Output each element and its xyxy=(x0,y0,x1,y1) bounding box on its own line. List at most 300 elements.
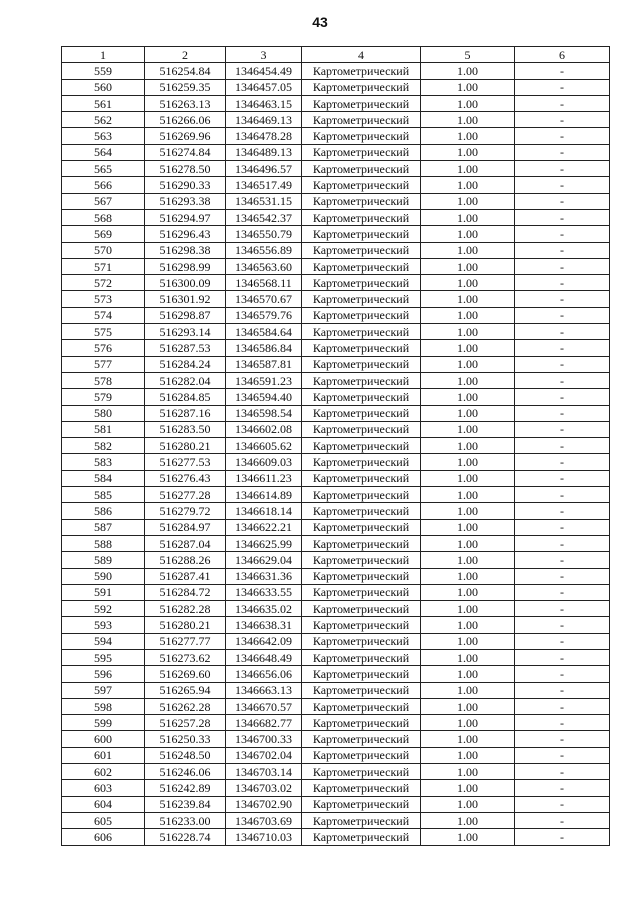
y-coordinate-cell: 1346700.33 xyxy=(226,731,302,747)
note-cell: - xyxy=(515,764,610,780)
y-coordinate-cell: 1346594.40 xyxy=(226,389,302,405)
point-number-cell: 566 xyxy=(62,177,145,193)
table-row xyxy=(62,95,610,111)
accuracy-cell: 1.00 xyxy=(421,764,515,780)
y-coordinate-cell: 1346602.08 xyxy=(226,421,302,437)
accuracy-cell: 1.00 xyxy=(421,372,515,388)
x-coordinate-cell: 516269.60 xyxy=(145,666,226,682)
x-coordinate-cell: 516298.38 xyxy=(145,242,226,258)
method-cell: Картометрический xyxy=(302,764,421,780)
table-row xyxy=(62,79,610,95)
table-row xyxy=(62,487,610,503)
note-cell: - xyxy=(515,209,610,225)
table-row xyxy=(62,128,610,144)
accuracy-cell: 1.00 xyxy=(421,617,515,633)
table-row xyxy=(62,470,610,486)
table-row xyxy=(62,389,610,405)
point-number-cell: 567 xyxy=(62,193,145,209)
point-number-cell: 571 xyxy=(62,258,145,274)
accuracy-cell: 1.00 xyxy=(421,307,515,323)
note-cell: - xyxy=(515,226,610,242)
table-row xyxy=(62,780,610,796)
accuracy-cell: 1.00 xyxy=(421,226,515,242)
accuracy-cell: 1.00 xyxy=(421,682,515,698)
x-coordinate-cell: 516274.84 xyxy=(145,144,226,160)
x-coordinate-cell: 516294.97 xyxy=(145,209,226,225)
method-cell: Картометрический xyxy=(302,307,421,323)
note-cell: - xyxy=(515,63,610,79)
x-coordinate-cell: 516298.87 xyxy=(145,307,226,323)
y-coordinate-cell: 1346469.13 xyxy=(226,112,302,128)
table-row xyxy=(62,503,610,519)
x-coordinate-cell: 516248.50 xyxy=(145,747,226,763)
method-cell: Картометрический xyxy=(302,601,421,617)
y-coordinate-cell: 1346542.37 xyxy=(226,209,302,225)
table-row xyxy=(62,764,610,780)
note-cell: - xyxy=(515,829,610,845)
y-coordinate-cell: 1346614.89 xyxy=(226,487,302,503)
method-cell: Картометрический xyxy=(302,552,421,568)
y-coordinate-cell: 1346682.77 xyxy=(226,715,302,731)
table-row xyxy=(62,421,610,437)
y-coordinate-cell: 1346496.57 xyxy=(226,161,302,177)
point-number-cell: 583 xyxy=(62,454,145,470)
note-cell: - xyxy=(515,454,610,470)
accuracy-cell: 1.00 xyxy=(421,95,515,111)
note-cell: - xyxy=(515,503,610,519)
point-number-cell: 580 xyxy=(62,405,145,421)
method-cell: Картометрический xyxy=(302,731,421,747)
point-number-cell: 579 xyxy=(62,389,145,405)
method-cell: Картометрический xyxy=(302,487,421,503)
note-cell: - xyxy=(515,95,610,111)
table-body xyxy=(62,63,610,845)
point-number-cell: 572 xyxy=(62,275,145,291)
note-cell: - xyxy=(515,780,610,796)
y-coordinate-cell: 1346454.49 xyxy=(226,63,302,79)
table-row xyxy=(62,112,610,128)
point-number-cell: 585 xyxy=(62,487,145,503)
point-number-cell: 568 xyxy=(62,209,145,225)
table-row xyxy=(62,617,610,633)
note-cell: - xyxy=(515,307,610,323)
note-cell: - xyxy=(515,405,610,421)
accuracy-cell: 1.00 xyxy=(421,209,515,225)
accuracy-cell: 1.00 xyxy=(421,535,515,551)
method-cell: Картометрический xyxy=(302,95,421,111)
y-coordinate-cell: 1346598.54 xyxy=(226,405,302,421)
accuracy-cell: 1.00 xyxy=(421,356,515,372)
point-number-cell: 574 xyxy=(62,307,145,323)
accuracy-cell: 1.00 xyxy=(421,144,515,160)
x-coordinate-cell: 516284.24 xyxy=(145,356,226,372)
accuracy-cell: 1.00 xyxy=(421,666,515,682)
note-cell: - xyxy=(515,470,610,486)
table-row xyxy=(62,307,610,323)
table-row xyxy=(62,242,610,258)
y-coordinate-cell: 1346702.90 xyxy=(226,796,302,812)
accuracy-cell: 1.00 xyxy=(421,340,515,356)
point-number-cell: 584 xyxy=(62,470,145,486)
accuracy-cell: 1.00 xyxy=(421,780,515,796)
point-number-cell: 582 xyxy=(62,438,145,454)
y-coordinate-cell: 1346517.49 xyxy=(226,177,302,193)
y-coordinate-cell: 1346591.23 xyxy=(226,372,302,388)
x-coordinate-cell: 516293.14 xyxy=(145,324,226,340)
page-number: 43 xyxy=(312,14,328,30)
method-cell: Картометрический xyxy=(302,584,421,600)
column-header: 6 xyxy=(515,47,610,63)
column-header: 1 xyxy=(62,47,145,63)
y-coordinate-cell: 1346478.28 xyxy=(226,128,302,144)
accuracy-cell: 1.00 xyxy=(421,519,515,535)
method-cell: Картометрический xyxy=(302,519,421,535)
y-coordinate-cell: 1346605.62 xyxy=(226,438,302,454)
note-cell: - xyxy=(515,438,610,454)
x-coordinate-cell: 516278.50 xyxy=(145,161,226,177)
table-row xyxy=(62,568,610,584)
x-coordinate-cell: 516300.09 xyxy=(145,275,226,291)
x-coordinate-cell: 516277.28 xyxy=(145,487,226,503)
x-coordinate-cell: 516287.16 xyxy=(145,405,226,421)
note-cell: - xyxy=(515,193,610,209)
point-number-cell: 587 xyxy=(62,519,145,535)
method-cell: Картометрический xyxy=(302,372,421,388)
x-coordinate-cell: 516246.06 xyxy=(145,764,226,780)
accuracy-cell: 1.00 xyxy=(421,470,515,486)
note-cell: - xyxy=(515,112,610,128)
method-cell: Картометрический xyxy=(302,193,421,209)
point-number-cell: 604 xyxy=(62,796,145,812)
x-coordinate-cell: 516287.53 xyxy=(145,340,226,356)
y-coordinate-cell: 1346579.76 xyxy=(226,307,302,323)
point-number-cell: 596 xyxy=(62,666,145,682)
accuracy-cell: 1.00 xyxy=(421,698,515,714)
method-cell: Картометрический xyxy=(302,454,421,470)
note-cell: - xyxy=(515,698,610,714)
point-number-cell: 569 xyxy=(62,226,145,242)
note-cell: - xyxy=(515,568,610,584)
note-cell: - xyxy=(515,633,610,649)
table-row xyxy=(62,796,610,812)
method-cell: Картометрический xyxy=(302,666,421,682)
accuracy-cell: 1.00 xyxy=(421,324,515,340)
x-coordinate-cell: 516263.13 xyxy=(145,95,226,111)
note-cell: - xyxy=(515,731,610,747)
y-coordinate-cell: 1346642.09 xyxy=(226,633,302,649)
table-row xyxy=(62,144,610,160)
method-cell: Картометрический xyxy=(302,747,421,763)
note-cell: - xyxy=(515,666,610,682)
y-coordinate-cell: 1346635.02 xyxy=(226,601,302,617)
y-coordinate-cell: 1346609.03 xyxy=(226,454,302,470)
method-cell: Картометрический xyxy=(302,275,421,291)
table-row xyxy=(62,633,610,649)
table-row xyxy=(62,519,610,535)
method-cell: Картометрический xyxy=(302,144,421,160)
table-row xyxy=(62,161,610,177)
y-coordinate-cell: 1346670.57 xyxy=(226,698,302,714)
point-number-cell: 565 xyxy=(62,161,145,177)
table-row xyxy=(62,63,610,79)
method-cell: Картометрический xyxy=(302,535,421,551)
point-number-cell: 600 xyxy=(62,731,145,747)
coordinates-table xyxy=(61,46,610,846)
x-coordinate-cell: 516280.21 xyxy=(145,617,226,633)
y-coordinate-cell: 1346638.31 xyxy=(226,617,302,633)
table-row xyxy=(62,291,610,307)
y-coordinate-cell: 1346656.06 xyxy=(226,666,302,682)
note-cell: - xyxy=(515,275,610,291)
point-number-cell: 575 xyxy=(62,324,145,340)
x-coordinate-cell: 516257.28 xyxy=(145,715,226,731)
method-cell: Картометрический xyxy=(302,324,421,340)
method-cell: Картометрический xyxy=(302,112,421,128)
x-coordinate-cell: 516287.41 xyxy=(145,568,226,584)
accuracy-cell: 1.00 xyxy=(421,503,515,519)
x-coordinate-cell: 516301.92 xyxy=(145,291,226,307)
method-cell: Картометрический xyxy=(302,617,421,633)
accuracy-cell: 1.00 xyxy=(421,715,515,731)
method-cell: Картометрический xyxy=(302,242,421,258)
point-number-cell: 601 xyxy=(62,747,145,763)
table-row xyxy=(62,226,610,242)
method-cell: Картометрический xyxy=(302,209,421,225)
method-cell: Картометрический xyxy=(302,340,421,356)
y-coordinate-cell: 1346570.67 xyxy=(226,291,302,307)
note-cell: - xyxy=(515,682,610,698)
note-cell: - xyxy=(515,128,610,144)
x-coordinate-cell: 516296.43 xyxy=(145,226,226,242)
method-cell: Картометрический xyxy=(302,829,421,845)
column-header: 2 xyxy=(145,47,226,63)
method-cell: Картометрический xyxy=(302,226,421,242)
x-coordinate-cell: 516250.33 xyxy=(145,731,226,747)
method-cell: Картометрический xyxy=(302,780,421,796)
accuracy-cell: 1.00 xyxy=(421,258,515,274)
x-coordinate-cell: 516262.28 xyxy=(145,698,226,714)
method-cell: Картометрический xyxy=(302,128,421,144)
table-row xyxy=(62,340,610,356)
table-row xyxy=(62,438,610,454)
y-coordinate-cell: 1346633.55 xyxy=(226,584,302,600)
table-row xyxy=(62,601,610,617)
method-cell: Картометрический xyxy=(302,633,421,649)
y-coordinate-cell: 1346611.23 xyxy=(226,470,302,486)
x-coordinate-cell: 516269.96 xyxy=(145,128,226,144)
y-coordinate-cell: 1346625.99 xyxy=(226,535,302,551)
note-cell: - xyxy=(515,617,610,633)
point-number-cell: 594 xyxy=(62,633,145,649)
x-coordinate-cell: 516288.26 xyxy=(145,552,226,568)
table-row xyxy=(62,209,610,225)
accuracy-cell: 1.00 xyxy=(421,405,515,421)
accuracy-cell: 1.00 xyxy=(421,275,515,291)
accuracy-cell: 1.00 xyxy=(421,421,515,437)
point-number-cell: 599 xyxy=(62,715,145,731)
method-cell: Картометрический xyxy=(302,438,421,454)
note-cell: - xyxy=(515,552,610,568)
y-coordinate-cell: 1346663.13 xyxy=(226,682,302,698)
point-number-cell: 590 xyxy=(62,568,145,584)
x-coordinate-cell: 516282.28 xyxy=(145,601,226,617)
table-row xyxy=(62,177,610,193)
note-cell: - xyxy=(515,242,610,258)
x-coordinate-cell: 516287.04 xyxy=(145,535,226,551)
table-row xyxy=(62,812,610,828)
y-coordinate-cell: 1346631.36 xyxy=(226,568,302,584)
y-coordinate-cell: 1346531.15 xyxy=(226,193,302,209)
point-number-cell: 591 xyxy=(62,584,145,600)
point-number-cell: 592 xyxy=(62,601,145,617)
x-coordinate-cell: 516277.77 xyxy=(145,633,226,649)
point-number-cell: 586 xyxy=(62,503,145,519)
accuracy-cell: 1.00 xyxy=(421,568,515,584)
point-number-cell: 563 xyxy=(62,128,145,144)
y-coordinate-cell: 1346629.04 xyxy=(226,552,302,568)
accuracy-cell: 1.00 xyxy=(421,584,515,600)
table-row xyxy=(62,715,610,731)
x-coordinate-cell: 516290.33 xyxy=(145,177,226,193)
method-cell: Картометрический xyxy=(302,568,421,584)
table-row xyxy=(62,535,610,551)
table-row xyxy=(62,666,610,682)
y-coordinate-cell: 1346568.11 xyxy=(226,275,302,291)
method-cell: Картометрический xyxy=(302,177,421,193)
y-coordinate-cell: 1346648.49 xyxy=(226,649,302,665)
note-cell: - xyxy=(515,340,610,356)
y-coordinate-cell: 1346703.69 xyxy=(226,812,302,828)
note-cell: - xyxy=(515,144,610,160)
x-coordinate-cell: 516266.06 xyxy=(145,112,226,128)
method-cell: Картометрический xyxy=(302,421,421,437)
note-cell: - xyxy=(515,291,610,307)
method-cell: Картометрический xyxy=(302,503,421,519)
note-cell: - xyxy=(515,177,610,193)
y-coordinate-cell: 1346463.15 xyxy=(226,95,302,111)
point-number-cell: 593 xyxy=(62,617,145,633)
column-header: 4 xyxy=(302,47,421,63)
y-coordinate-cell: 1346457.05 xyxy=(226,79,302,95)
table-row xyxy=(62,372,610,388)
point-number-cell: 578 xyxy=(62,372,145,388)
accuracy-cell: 1.00 xyxy=(421,454,515,470)
note-cell: - xyxy=(515,487,610,503)
x-coordinate-cell: 516254.84 xyxy=(145,63,226,79)
y-coordinate-cell: 1346622.21 xyxy=(226,519,302,535)
accuracy-cell: 1.00 xyxy=(421,747,515,763)
accuracy-cell: 1.00 xyxy=(421,649,515,665)
method-cell: Картометрический xyxy=(302,715,421,731)
point-number-cell: 598 xyxy=(62,698,145,714)
point-number-cell: 581 xyxy=(62,421,145,437)
y-coordinate-cell: 1346489.13 xyxy=(226,144,302,160)
note-cell: - xyxy=(515,601,610,617)
x-coordinate-cell: 516279.72 xyxy=(145,503,226,519)
table-row xyxy=(62,698,610,714)
method-cell: Картометрический xyxy=(302,812,421,828)
x-coordinate-cell: 516284.85 xyxy=(145,389,226,405)
x-coordinate-cell: 516242.89 xyxy=(145,780,226,796)
x-coordinate-cell: 516284.72 xyxy=(145,584,226,600)
table-row xyxy=(62,258,610,274)
accuracy-cell: 1.00 xyxy=(421,128,515,144)
note-cell: - xyxy=(515,812,610,828)
x-coordinate-cell: 516233.00 xyxy=(145,812,226,828)
method-cell: Картометрический xyxy=(302,698,421,714)
method-cell: Картометрический xyxy=(302,356,421,372)
accuracy-cell: 1.00 xyxy=(421,291,515,307)
table-row xyxy=(62,747,610,763)
note-cell: - xyxy=(515,796,610,812)
x-coordinate-cell: 516293.38 xyxy=(145,193,226,209)
point-number-cell: 589 xyxy=(62,552,145,568)
accuracy-cell: 1.00 xyxy=(421,731,515,747)
accuracy-cell: 1.00 xyxy=(421,633,515,649)
accuracy-cell: 1.00 xyxy=(421,63,515,79)
accuracy-cell: 1.00 xyxy=(421,438,515,454)
table-row xyxy=(62,552,610,568)
x-coordinate-cell: 516259.35 xyxy=(145,79,226,95)
x-coordinate-cell: 516276.43 xyxy=(145,470,226,486)
accuracy-cell: 1.00 xyxy=(421,487,515,503)
note-cell: - xyxy=(515,356,610,372)
method-cell: Картометрический xyxy=(302,470,421,486)
method-cell: Картометрический xyxy=(302,405,421,421)
x-coordinate-cell: 516283.50 xyxy=(145,421,226,437)
point-number-cell: 573 xyxy=(62,291,145,307)
point-number-cell: 559 xyxy=(62,63,145,79)
note-cell: - xyxy=(515,535,610,551)
y-coordinate-cell: 1346563.60 xyxy=(226,258,302,274)
x-coordinate-cell: 516298.99 xyxy=(145,258,226,274)
method-cell: Картометрический xyxy=(302,389,421,405)
accuracy-cell: 1.00 xyxy=(421,79,515,95)
y-coordinate-cell: 1346584.64 xyxy=(226,324,302,340)
note-cell: - xyxy=(515,372,610,388)
note-cell: - xyxy=(515,389,610,405)
table-row xyxy=(62,324,610,340)
table-row xyxy=(62,829,610,845)
x-coordinate-cell: 516265.94 xyxy=(145,682,226,698)
y-coordinate-cell: 1346703.14 xyxy=(226,764,302,780)
point-number-cell: 576 xyxy=(62,340,145,356)
method-cell: Картометрический xyxy=(302,79,421,95)
accuracy-cell: 1.00 xyxy=(421,112,515,128)
point-number-cell: 570 xyxy=(62,242,145,258)
y-coordinate-cell: 1346550.79 xyxy=(226,226,302,242)
x-coordinate-cell: 516273.62 xyxy=(145,649,226,665)
point-number-cell: 597 xyxy=(62,682,145,698)
table-row xyxy=(62,193,610,209)
table-row xyxy=(62,454,610,470)
accuracy-cell: 1.00 xyxy=(421,812,515,828)
accuracy-cell: 1.00 xyxy=(421,552,515,568)
note-cell: - xyxy=(515,747,610,763)
accuracy-cell: 1.00 xyxy=(421,829,515,845)
accuracy-cell: 1.00 xyxy=(421,389,515,405)
table-row xyxy=(62,275,610,291)
point-number-cell: 602 xyxy=(62,764,145,780)
table-row xyxy=(62,649,610,665)
note-cell: - xyxy=(515,715,610,731)
table-header-row xyxy=(62,47,610,63)
note-cell: - xyxy=(515,421,610,437)
accuracy-cell: 1.00 xyxy=(421,796,515,812)
note-cell: - xyxy=(515,161,610,177)
note-cell: - xyxy=(515,258,610,274)
y-coordinate-cell: 1346710.03 xyxy=(226,829,302,845)
